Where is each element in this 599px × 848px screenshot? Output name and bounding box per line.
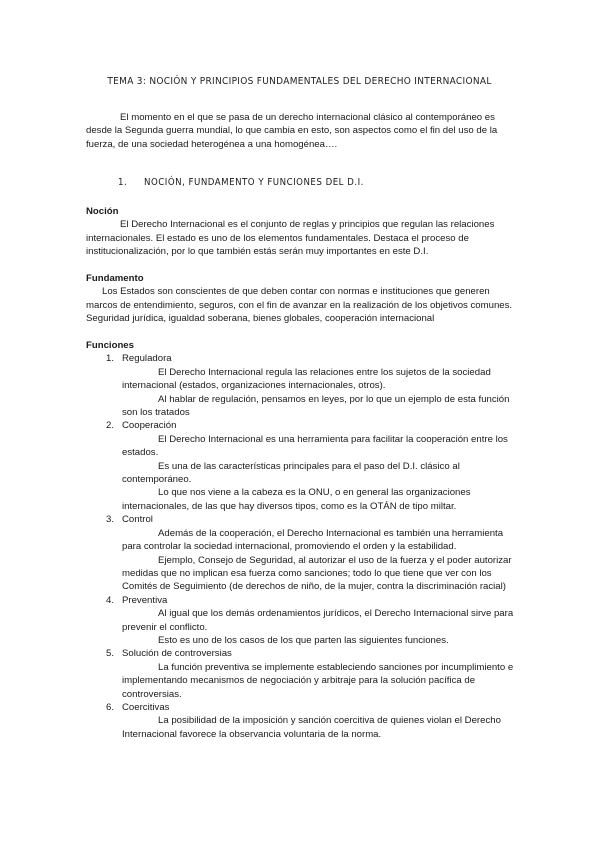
function-paragraph: Es una de las características principales para el paso del D.I. clásico al contemporáneo. xyxy=(122,460,460,486)
fundamento-heading: Fundamento xyxy=(86,273,144,284)
list-item xyxy=(86,701,518,741)
function-paragraph: El Derecho Internacional es una herramienta para facilitar la cooperación entre los estados. xyxy=(122,433,508,459)
section-heading xyxy=(118,176,364,189)
function-paragraph: Ejemplo, Consejo de Seguridad, al autorizar el uso de la fuerza y el poder autorizar medidas que no implican esa fuerza como sanciones; todo lo que tiene que ver con los Comités de Seguimiento (de derechos de niño, de la mujer, contra la discriminación racial) xyxy=(122,554,512,593)
function-title: 4. Preventiva xyxy=(106,594,168,606)
list-item xyxy=(86,419,518,513)
fundamento-paragraph: Los Estados son conscientes de que deben contar con normas e instituciones que generen marcos de entendimiento, seguros, con el fin de avanzar en la realización de los objetivos comunes. Seguridad jurídica, igualdad soberana, bienes globales, cooperación internacional xyxy=(86,286,513,325)
fundamento-section xyxy=(86,272,518,326)
function-paragraph: La posibilidad de la imposición y sanción coercitiva de quienes violan el Derecho Internacional favorece la observancia voluntaria de la norma. xyxy=(122,715,501,740)
function-title: 2. Cooperación xyxy=(106,420,177,432)
funciones-section xyxy=(86,339,518,741)
function-title: 6. Coercitivas xyxy=(106,701,170,713)
list-item xyxy=(86,594,518,648)
nocion-heading: Noción xyxy=(86,206,119,217)
function-paragraph: El Derecho Internacional regula las relaciones entre los sujetos de la sociedad internacional (estados, organizaciones internacionales, otros). xyxy=(122,366,491,392)
nocion-section xyxy=(86,205,518,259)
list-item xyxy=(86,513,518,593)
list-item xyxy=(86,647,518,701)
intro-paragraph: El momento en el que se pasa de un derecho internacional clásico al contemporáneo es desde la Segunda guerra mundial, lo que cambia en esto, son aspectos como el fin del uso de la fuerza, de una sociedad heterogénea a una homogénea…. xyxy=(86,112,498,150)
function-title: 3. Control xyxy=(106,514,153,526)
function-paragraph: Al hablar de regulación, pensamos en leyes, por lo que un ejemplo de esta función son los tratados xyxy=(122,393,510,419)
function-title: 1. Reguladora xyxy=(106,353,172,365)
function-paragraph: Además de la cooperación, el Derecho Internacional es también una herramienta para controlar la sociedad internacional, promoviendo el orden y la estabilidad. xyxy=(122,527,504,553)
section-number: 1. xyxy=(118,177,128,188)
function-paragraph: Lo que nos viene a la cabeza es la ONU, o en general las organizaciones internacionales, de las que hay diversos tipos, como es la OTÁN de tipo miltar. xyxy=(122,487,471,512)
funciones-heading: Funciones xyxy=(86,340,134,351)
function-paragraph: Esto es uno de los casos de los que parten las siguientes funciones. xyxy=(158,634,449,646)
intro-section xyxy=(86,111,518,151)
function-paragraph: Al igual que los demás ordenamientos jurídicos, el Derecho Internacional sirve para prevenir el conflicto. xyxy=(122,608,514,633)
function-title: 5. Solución de controversias xyxy=(106,648,232,660)
document-title: TEMA 3: NOCIÓN Y PRINCIPIOS FUNDAMENTALES DEL DERECHO INTERNACIONAL xyxy=(107,76,492,87)
list-item xyxy=(86,352,518,419)
section-title: NOCIÓN, FUNDAMENTO Y FUNCIONES DEL D.I. xyxy=(144,177,364,188)
nocion-paragraph: El Derecho Internacional es el conjunto de reglas y principios que regulan las relaciones internacionales. El estado es uno de los elementos fundamentales. Destaca el proceso de institucionalización, por lo que también estás serán muy importantes en este D.I. xyxy=(86,219,495,258)
function-paragraph: La función preventiva se implemente estableciendo sanciones por incumplimiento e implementando mecanismos de negociación y arbitraje para la solución pacífica de controversias. xyxy=(122,661,514,700)
